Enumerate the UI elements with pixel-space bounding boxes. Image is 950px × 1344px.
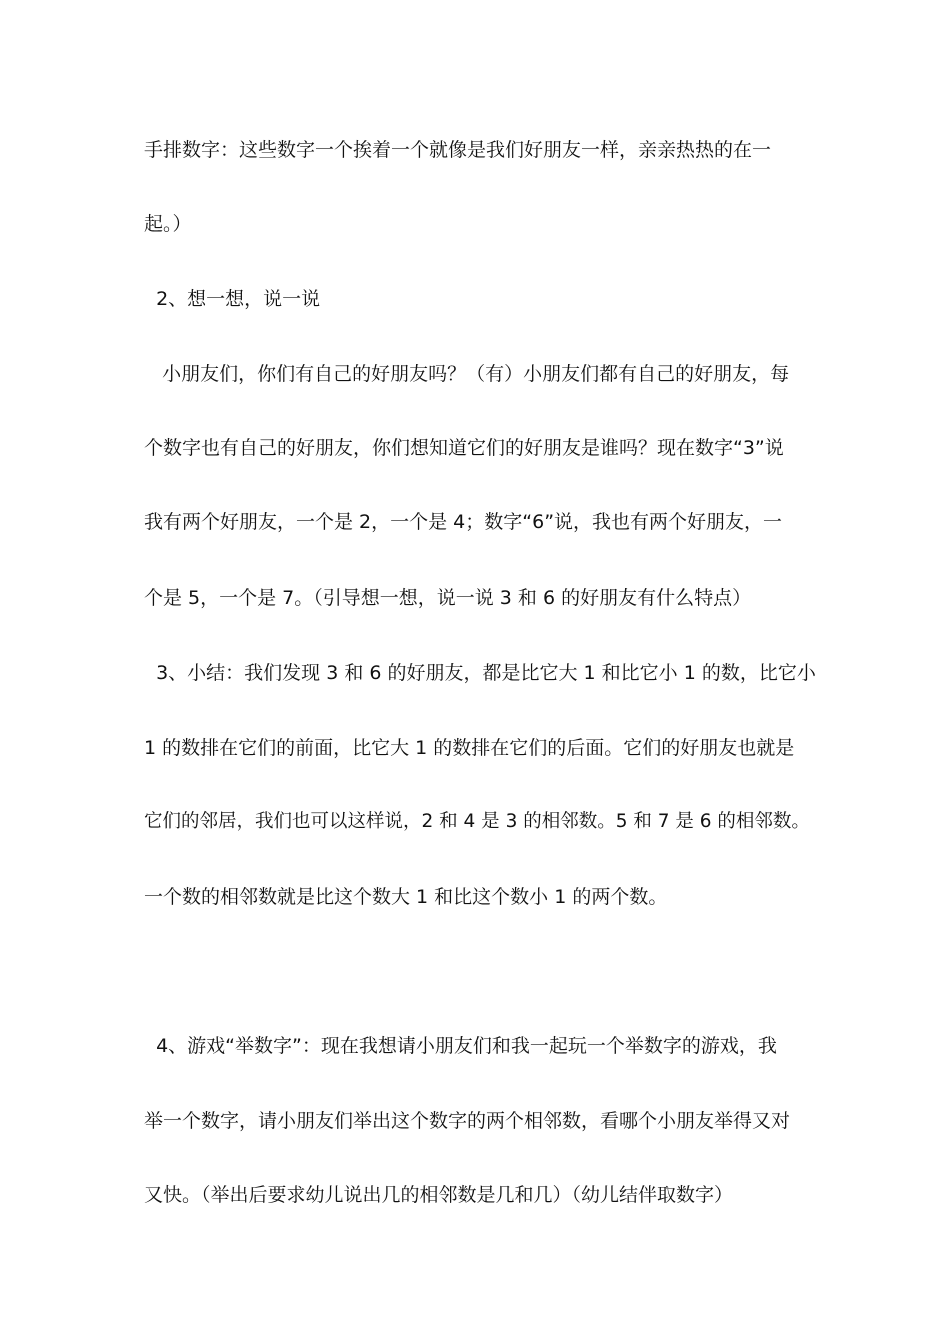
- paragraph-line: 个数字也有自己的好朋友，你们想知道它们的好朋友是谁吗？现在数字“3”说: [144, 437, 784, 459]
- paragraph-line: 举一个数字，请小朋友们举出这个数字的两个相邻数，看哪个小朋友举得又对: [144, 1110, 791, 1132]
- paragraph-line: 小朋友们，你们有自己的好朋友吗？（有）小朋友们都有自己的好朋友，每: [144, 363, 790, 385]
- paragraph-line: 一个数的相邻数就是比这个数大 1 和比这个数小 1 的两个数。: [144, 886, 668, 908]
- section-heading: 4、游戏“举数字”：现在我想请小朋友们和我一起玩一个举数字的游戏，我: [144, 1035, 777, 1057]
- paragraph-line: 起。）: [144, 213, 192, 235]
- paragraph-line: 又快。（举出后要求幼儿说出几的相邻数是几和几）（幼儿结伴取数字）: [144, 1184, 734, 1206]
- section-heading: 3、小结：我们发现 3 和 6 的好朋友，都是比它大 1 和比它小 1 的数，比它小: [144, 662, 816, 684]
- paragraph-line: 个是 5，一个是 7。（引导想一想，说一说 3 和 6 的好朋友有什么特点）: [144, 587, 752, 609]
- paragraph-line: 我有两个好朋友，一个是 2，一个是 4；数字“6”说，我也有两个好朋友，一: [144, 511, 783, 533]
- paragraph-line: 1 的数排在它们的前面，比它大 1 的数排在它们的后面。它们的好朋友也就是: [144, 737, 795, 759]
- paragraph-line: 它们的邻居，我们也可以这样说，2 和 4 是 3 的相邻数。5 和 7 是 6 的相邻数。: [144, 811, 810, 832]
- section-heading: 2、想一想，说一说: [144, 288, 321, 310]
- paragraph-line: 手排数字：这些数字一个挨着一个就像是我们好朋友一样，亲亲热热的在一: [144, 139, 772, 161]
